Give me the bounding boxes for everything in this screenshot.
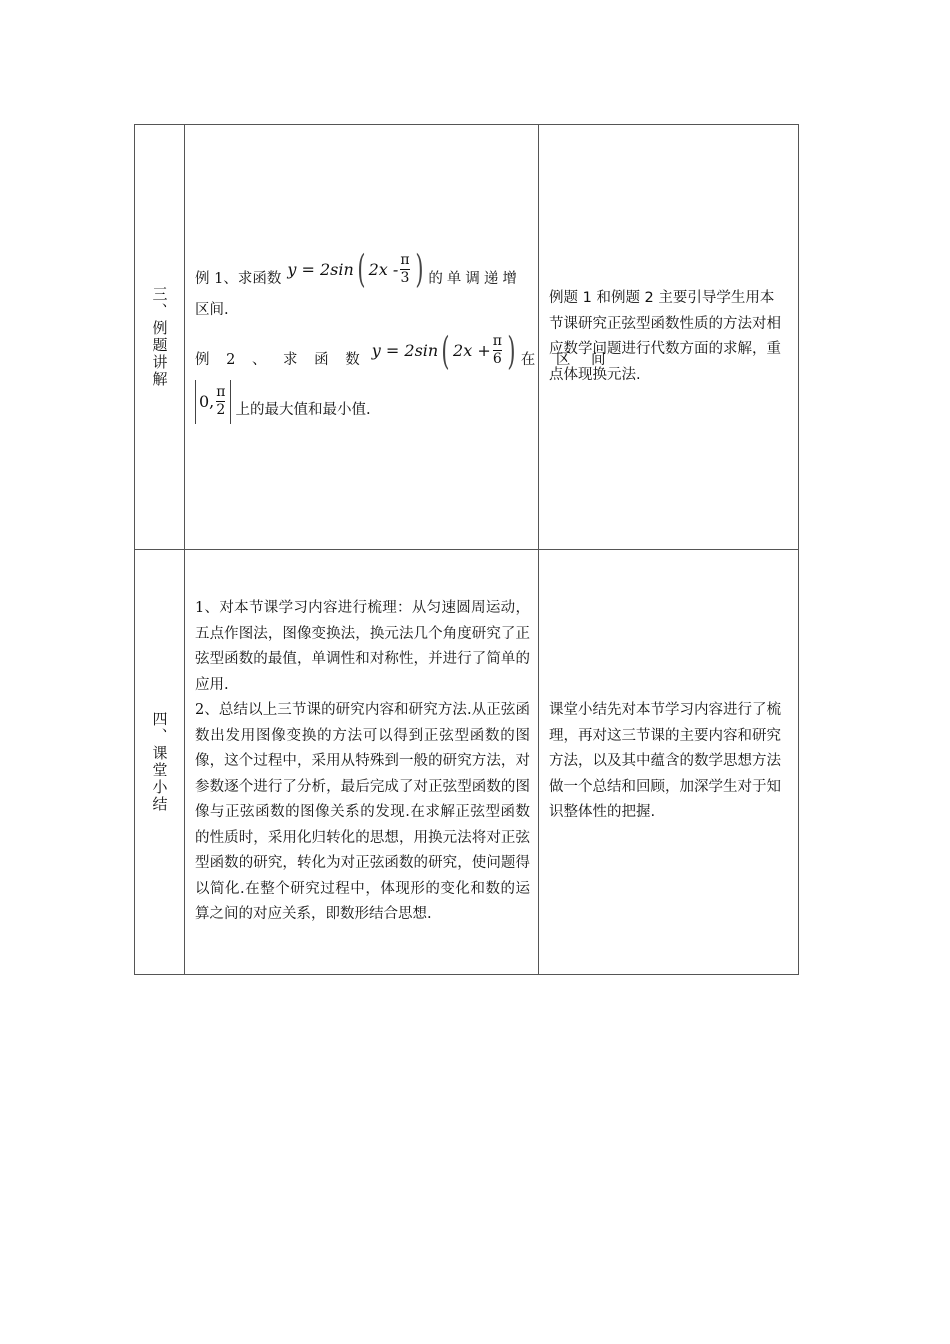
formula-inner: 2x + — [453, 341, 491, 360]
summary-notes: 课堂小结先对本节学习内容进行了梳理，再对这三节课的主要内容和研究方法，以及其中蕴含的数学思想方法做一个总结和回顾，加深学生对于知识整体性的把握. — [549, 702, 781, 821]
section-cell — [135, 125, 185, 550]
table-row — [135, 550, 799, 975]
content-cell — [185, 125, 614, 550]
right-paren: ) — [507, 328, 516, 373]
example-2-line3 — [195, 380, 530, 424]
summary-paragraph-2: 2、总结以上三节课的研究内容和研究方法.从正弦函数出发用图像变换的方法可以得到正弦型函数的图像，这个过程中，采用从特殊到一般的研究方法，对参数逐个进行了分析，最后完成了对正弦型函数的图像与正弦函数的图像关系的发现.在求解正弦型函数的性质时，采用化归转化的思想，用换元法将对正弦型函数的研究，转化为对正弦函数的研究，使问题得以简化.在整个研究过程中，体现形的变化和数的运算之间的对应关系，即数形结合思想. — [195, 702, 530, 923]
example-1-suffix: 的单调递增 — [428, 270, 521, 287]
example-2-formula — [371, 328, 519, 373]
examples-notes: 例题 1 和例题 2 主要引导学生用本节课研究正弦型函数性质的方法对相应数学问题进行代数方面的求解，重点体现换元法. — [549, 290, 781, 383]
interval — [195, 380, 231, 424]
examples-content — [185, 247, 614, 424]
lesson-plan-table — [134, 124, 799, 975]
notes-cell — [539, 550, 799, 975]
frac-denominator: 2 — [216, 402, 226, 419]
example-2-prefix: 例 2 、 求 函 数 — [195, 352, 366, 369]
section-label-examples: 三、例题讲解 — [150, 286, 169, 388]
section-cell — [135, 550, 185, 975]
section-label-summary: 四、课堂小结 — [150, 711, 169, 813]
notes-cell — [539, 125, 799, 550]
example-1-formula — [287, 247, 426, 292]
left-paren: ( — [441, 328, 450, 373]
left-paren: ( — [357, 247, 366, 292]
example-2-tail: 上的最大值和最小值. — [235, 402, 371, 419]
example-1-prefix: 例 1、求函数 — [195, 270, 282, 287]
formula-lhs: y = 2sin — [287, 259, 354, 279]
table-row — [135, 125, 799, 550]
example-2-suffix: 在 区 间 — [520, 352, 614, 369]
content-cell — [185, 550, 539, 975]
formula-inner: 2x - — [368, 259, 399, 279]
example-1-line — [195, 247, 530, 292]
fraction — [400, 252, 409, 287]
frac-numerator: π — [400, 251, 410, 268]
fraction — [493, 333, 502, 368]
frac-denominator: 3 — [400, 269, 410, 286]
interval-left: 0, — [199, 392, 215, 411]
formula-lhs: y = 2sin — [371, 341, 439, 360]
right-paren: ) — [414, 247, 424, 292]
summary-content — [185, 596, 538, 928]
example-1-line2: 区间. — [195, 302, 229, 319]
frac-denominator: 6 — [492, 351, 502, 368]
frac-numerator: π — [492, 333, 502, 350]
example-2-line — [195, 328, 614, 374]
interval-fraction — [216, 384, 225, 419]
summary-paragraph-1: 1、对本节课学习内容进行梳理：从匀速圆周运动，五点作图法，图像变换法，换元法几个角度研究了正弦型函数的最值，单调性和对称性，并进行了简单的应用. — [195, 600, 530, 693]
frac-numerator: π — [216, 384, 226, 401]
